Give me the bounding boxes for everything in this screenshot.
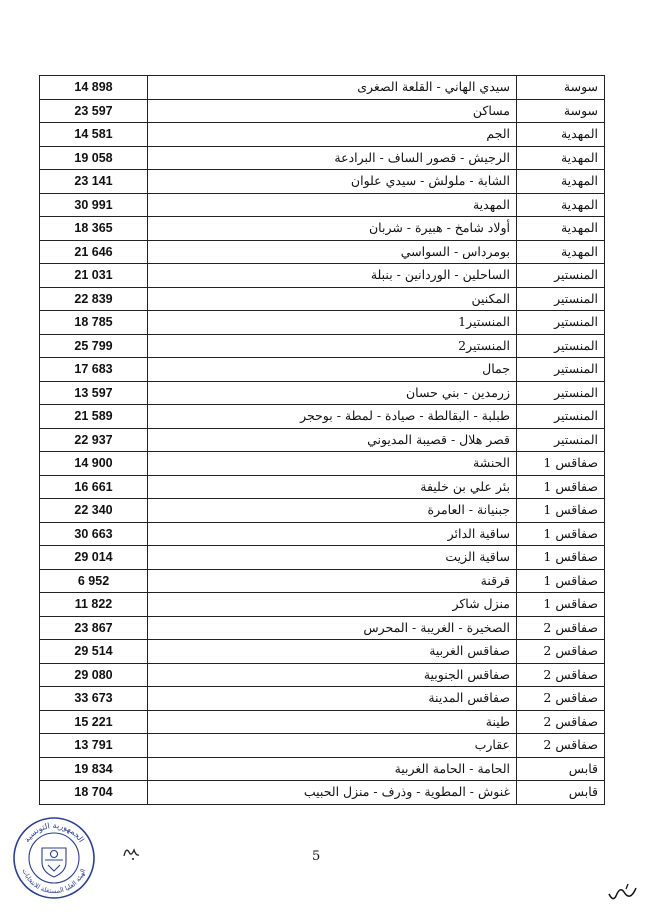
- value-cell: 23 597: [40, 99, 148, 123]
- value-cell: 21 031: [40, 264, 148, 288]
- governorate-cell: صفاقس 1: [517, 452, 605, 476]
- governorate-cell: صفاقس 1: [517, 593, 605, 617]
- table-row: [40, 264, 605, 288]
- delegations-cell: الرجيش - قصور الساف - البرادعة: [148, 146, 517, 170]
- governorate-cell: المنستير: [517, 334, 605, 358]
- seal-emblem-icon: [42, 848, 66, 877]
- table-row: [40, 781, 605, 805]
- delegations-cell: ساقية الزيت: [148, 546, 517, 570]
- delegations-cell: المكنين: [148, 287, 517, 311]
- governorate-cell: المهدية: [517, 123, 605, 147]
- table-row: [40, 334, 605, 358]
- value-cell: 23 867: [40, 616, 148, 640]
- value-cell: 14 581: [40, 123, 148, 147]
- governorate-cell: المنستير: [517, 428, 605, 452]
- value-cell: 14 898: [40, 76, 148, 100]
- handwritten-initial-icon: [120, 843, 142, 863]
- delegations-cell: الصخيرة - الغريبة - المحرس: [148, 616, 517, 640]
- delegations-cell: الشابة - ملولش - سيدي علوان: [148, 170, 517, 194]
- table-row: [40, 146, 605, 170]
- value-cell: 25 799: [40, 334, 148, 358]
- value-cell: 18 785: [40, 311, 148, 335]
- value-cell: 22 839: [40, 287, 148, 311]
- governorate-cell: صفاقس 1: [517, 475, 605, 499]
- delegations-cell: صفاقس المدينة: [148, 687, 517, 711]
- table-row: [40, 640, 605, 664]
- table-row: [40, 663, 605, 687]
- governorate-cell: المنستير: [517, 264, 605, 288]
- governorate-cell: المهدية: [517, 217, 605, 241]
- governorate-cell: المهدية: [517, 240, 605, 264]
- table-row: [40, 123, 605, 147]
- table-row: [40, 499, 605, 523]
- delegations-cell: جبنيانة - العامرة: [148, 499, 517, 523]
- delegations-cell: الجم: [148, 123, 517, 147]
- table-row: [40, 475, 605, 499]
- governorate-cell: المنستير: [517, 358, 605, 382]
- table-row: [40, 616, 605, 640]
- delegations-cell: صفاقس الجنوبية: [148, 663, 517, 687]
- page-number: 5: [312, 849, 321, 864]
- governorate-cell: صفاقس 2: [517, 663, 605, 687]
- table-row: [40, 193, 605, 217]
- governorate-cell: صفاقس 1: [517, 546, 605, 570]
- delegations-cell: مساكن: [148, 99, 517, 123]
- governorate-cell: صفاقس 2: [517, 640, 605, 664]
- table-row: [40, 593, 605, 617]
- governorate-cell: صفاقس 2: [517, 687, 605, 711]
- governorate-cell: المهدية: [517, 193, 605, 217]
- value-cell: 14 900: [40, 452, 148, 476]
- value-cell: 13 597: [40, 381, 148, 405]
- value-cell: 23 141: [40, 170, 148, 194]
- value-cell: 19 834: [40, 757, 148, 781]
- governorate-cell: صفاقس 1: [517, 522, 605, 546]
- table-row: [40, 452, 605, 476]
- value-cell: 22 340: [40, 499, 148, 523]
- table-row: [40, 358, 605, 382]
- delegations-cell: قرقنة: [148, 569, 517, 593]
- delegations-cell: عقارب: [148, 734, 517, 758]
- governorate-cell: المنستير: [517, 381, 605, 405]
- delegations-cell: صفاقس الغربية: [148, 640, 517, 664]
- value-cell: 29 014: [40, 546, 148, 570]
- value-cell: 18 704: [40, 781, 148, 805]
- governorate-cell: صفاقس 2: [517, 734, 605, 758]
- table-row: [40, 99, 605, 123]
- value-cell: 15 221: [40, 710, 148, 734]
- handwritten-signature-icon: [606, 880, 640, 906]
- delegations-cell: طينة: [148, 710, 517, 734]
- delegations-cell: الحنشة: [148, 452, 517, 476]
- value-cell: 29 080: [40, 663, 148, 687]
- table-row: [40, 757, 605, 781]
- governorate-cell: قابس: [517, 781, 605, 805]
- table-row: [40, 710, 605, 734]
- value-cell: 22 937: [40, 428, 148, 452]
- governorate-cell: المنستير: [517, 405, 605, 429]
- delegations-cell: طبلبة - البقالطة - صيادة - لمطة - بوحجر: [148, 405, 517, 429]
- delegations-cell: المنستير1: [148, 311, 517, 335]
- table-body: [40, 76, 605, 805]
- governorate-cell: سوسة: [517, 76, 605, 100]
- value-cell: 21 646: [40, 240, 148, 264]
- table-row: [40, 76, 605, 100]
- delegations-cell: المنستير2: [148, 334, 517, 358]
- table-row: [40, 687, 605, 711]
- governorate-cell: المهدية: [517, 146, 605, 170]
- governorate-cell: صفاقس 1: [517, 569, 605, 593]
- value-cell: 21 589: [40, 405, 148, 429]
- delegations-cell: بئر علي بن خليفة: [148, 475, 517, 499]
- table-row: [40, 217, 605, 241]
- delegations-cell: ساقية الدائر: [148, 522, 517, 546]
- governorate-cell: المهدية: [517, 170, 605, 194]
- governorate-cell: قابس: [517, 757, 605, 781]
- table-row: [40, 428, 605, 452]
- delegations-cell: غنوش - المطوية - وذرف - منزل الحبيب: [148, 781, 517, 805]
- delegations-cell: بومرداس - السواسي: [148, 240, 517, 264]
- delegations-cell: الحامة - الحامة الغربية: [148, 757, 517, 781]
- governorate-cell: المنستير: [517, 287, 605, 311]
- svg-text:الهيئة العليا المستقلة للانتخا: الهيئة العليا المستقلة للانتخابات: [20, 867, 88, 896]
- table-row: [40, 311, 605, 335]
- table-row: [40, 170, 605, 194]
- value-cell: 30 663: [40, 522, 148, 546]
- value-cell: 6 952: [40, 569, 148, 593]
- table-row: [40, 240, 605, 264]
- svg-text:الجمهورية التونسية: الجمهورية التونسية: [22, 820, 86, 845]
- governorate-cell: صفاقس 2: [517, 616, 605, 640]
- governorate-cell: المنستير: [517, 311, 605, 335]
- delegations-cell: زرمدين - بني حسان: [148, 381, 517, 405]
- value-cell: 33 673: [40, 687, 148, 711]
- delegations-cell: الساحلين - الوردانين - بنبلة: [148, 264, 517, 288]
- delegations-cell: منزل شاكر: [148, 593, 517, 617]
- delegations-cell: المهدية: [148, 193, 517, 217]
- value-cell: 13 791: [40, 734, 148, 758]
- delegations-cell: جمال: [148, 358, 517, 382]
- governorate-cell: صفاقس 1: [517, 499, 605, 523]
- table-row: [40, 405, 605, 429]
- table-row: [40, 734, 605, 758]
- table-row: [40, 381, 605, 405]
- value-cell: 11 822: [40, 593, 148, 617]
- value-cell: 18 365: [40, 217, 148, 241]
- value-cell: 29 514: [40, 640, 148, 664]
- seal-stamp-icon: [12, 816, 96, 900]
- delegations-cell: أولاد شامخ - هبيرة - شربان: [148, 217, 517, 241]
- delegations-table: [39, 75, 605, 805]
- table-row: [40, 546, 605, 570]
- governorate-cell: سوسة: [517, 99, 605, 123]
- value-cell: 19 058: [40, 146, 148, 170]
- table-row: [40, 522, 605, 546]
- value-cell: 30 991: [40, 193, 148, 217]
- value-cell: 17 683: [40, 358, 148, 382]
- table-row: [40, 569, 605, 593]
- delegations-cell: قصر هلال - قصيبة المديوني: [148, 428, 517, 452]
- value-cell: 16 661: [40, 475, 148, 499]
- table-row: [40, 287, 605, 311]
- governorate-cell: صفاقس 2: [517, 710, 605, 734]
- delegations-cell: سيدي الهاني - القلعة الصغرى: [148, 76, 517, 100]
